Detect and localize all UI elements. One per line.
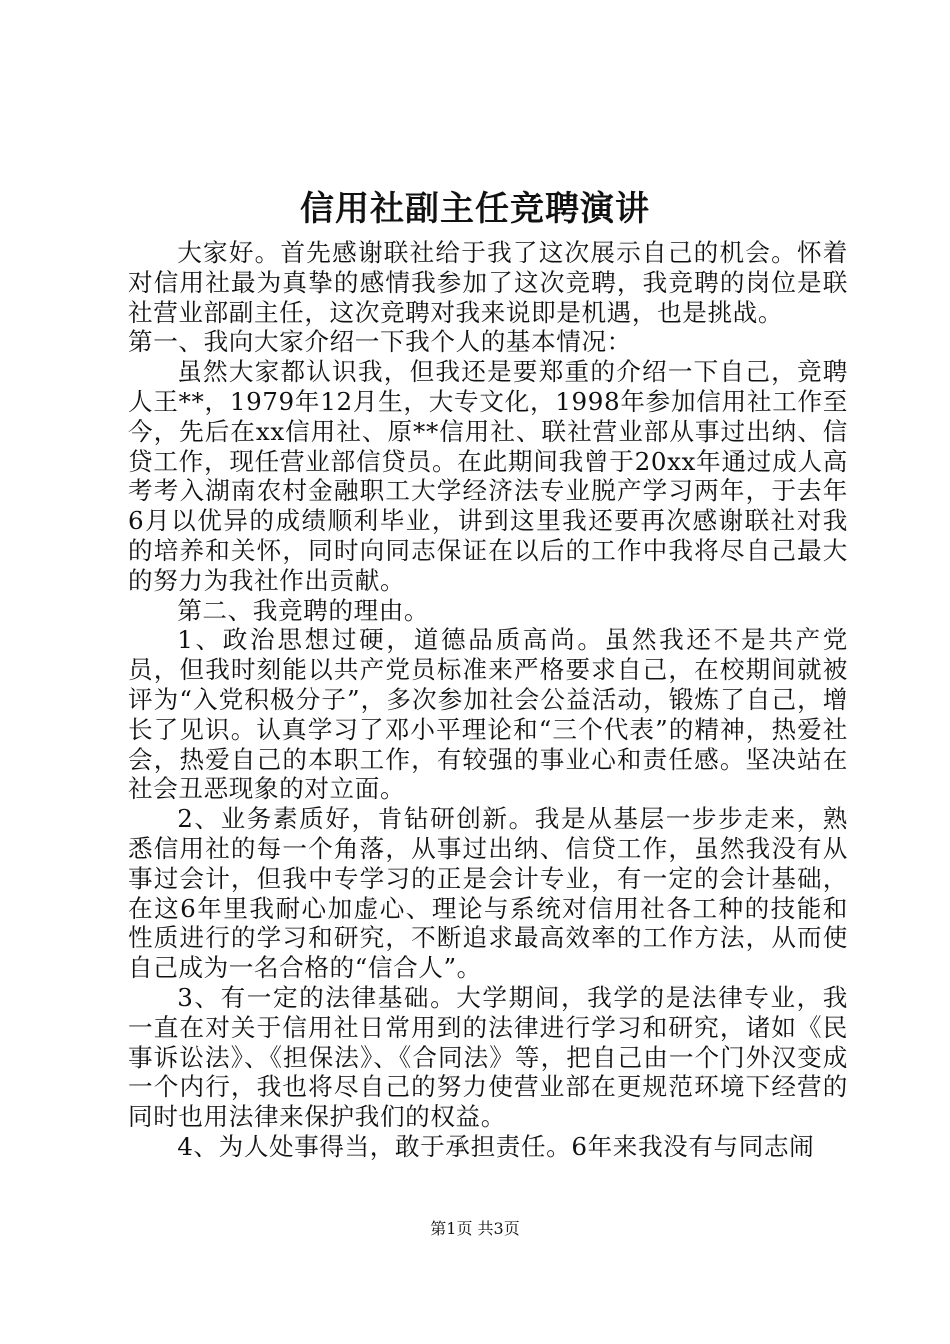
paragraph-reason-four: 4、为人处事得当，敢于承担责任。6年来我没有与同志闹 [177,1131,815,1161]
document-title: 信用社副主任竞聘演讲 [300,189,650,229]
paragraph-greeting: 大家好。首先感谢联社给于我了这次展示自己的机会。怀着对信用社最为真挚的感情我参加了这次竞聘，我竞聘的岗位是联社营业部副主任，这次竞聘对我来说即是机遇，也是挑战。 [128,238,848,327]
document-body [128,238,848,1162]
paragraph-self-introduction: 虽然大家都认识我，但我还是要郑重的介绍一下自己，竞聘人王**，1979年12月生，大专文化，1998年参加信用社工作至今，先后在xx信用社、原**信用社、联社营业部从事过出纳、信贷工作，现任营业部信贷员。在此期间我曾于20xx年通过成人高考考入湖南农村金融职工大学经济法专业脱产学习两年，于去年6月以优异的成绩顺利毕业，讲到这里我还要再次感谢联社对我的培养和关怀，同时向同志保证在以后的工作中我将尽自己最大的努力为我社作出贡献。 [128,357,848,595]
paragraph-reason-one: 1、政治思想过硬，道德品质高尚。虽然我还不是共产党员，但我时刻能以共产党员标准来严格要求自己，在校期间就被评为“入党积极分子”，多次参加社会公益活动，锻炼了自己，增长了见识。认真学习了邓小平理论和“三个代表”的精神，热爱社会，热爱自己的本职工作，有较强的事业心和责任感。坚决站在社会丑恶现象的对立面。 [128,625,848,804]
paragraph-reason-two: 2、业务素质好，肯钻研创新。我是从基层一步步走来，熟悉信用社的每一个角落，从事过出纳、信贷工作，虽然我没有从事过会计，但我中专学习的正是会计专业，有一定的会计基础，在这6年里我耐心加虚心、理论与系统对信用社各工种的技能和性质进行的学习和研究，不断追求最高效率的工作方法，从而使自己成为一名合格的“信合人”。 [128,804,848,983]
page-number-footer: 第1页 共3页 [430,1219,520,1238]
paragraph-section-two-heading: 第二、我竞聘的理由。 [177,595,430,625]
paragraph-reason-three: 3、有一定的法律基础。大学期间，我学的是法律专业，我一直在对关于信用社日常用到的法律进行学习和研究，诸如《民事诉讼法》、《担保法》、《合同法》等，把自己由一个门外汉变成一个内行，我也将尽自己的努力使营业部在更规范环境下经营的同时也用法律来保护我们的权益。 [128,982,848,1132]
paragraph-section-one-heading: 第一、我向大家介绍一下我个人的基本情况： [128,327,632,357]
